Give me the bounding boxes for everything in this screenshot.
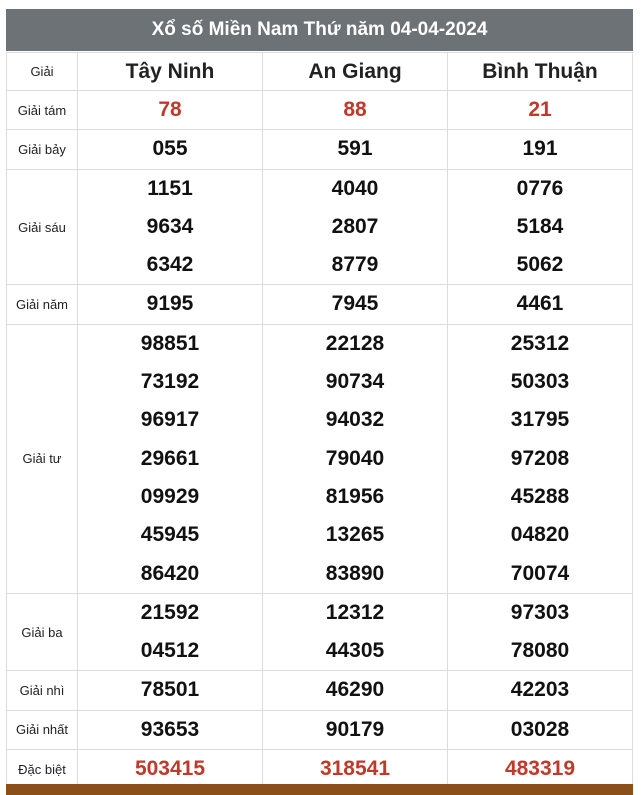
prize-cell <box>448 130 633 169</box>
prize-number: 31795 <box>510 408 570 432</box>
prize-number: 78 <box>158 98 182 121</box>
prize-cell <box>263 169 448 285</box>
prize-number: 46290 <box>325 678 385 702</box>
prize-number: 97303 <box>510 600 570 624</box>
prize-number: 88 <box>343 98 367 121</box>
prize-number: 5062 <box>516 253 564 277</box>
prize-number: 12312 <box>325 600 385 624</box>
prize-label: Giải ba <box>7 593 78 671</box>
prize-row <box>7 671 633 710</box>
prize-number: 45945 <box>140 523 200 547</box>
prize-number: 9634 <box>146 214 194 238</box>
prize-number: 1151 <box>147 176 193 200</box>
prize-number: 09929 <box>140 484 200 508</box>
prize-number: 25312 <box>510 331 570 355</box>
prize-number: 04820 <box>510 523 570 547</box>
prize-cell <box>263 285 448 324</box>
prize-cell <box>78 671 263 710</box>
prize-number: 03028 <box>510 717 570 741</box>
results-table <box>6 52 633 789</box>
prize-number: 86420 <box>140 561 200 585</box>
prize-number: 055 <box>152 137 188 161</box>
prize-cell <box>263 130 448 169</box>
prize-cell <box>78 324 263 593</box>
prize-row <box>7 169 633 285</box>
prize-cell <box>263 750 448 789</box>
prize-number: 79040 <box>325 446 385 470</box>
prize-cell <box>448 285 633 324</box>
prize-cell <box>448 169 633 285</box>
prize-number: 483319 <box>504 757 576 781</box>
prize-number: 6342 <box>146 253 194 277</box>
prize-cell <box>78 169 263 285</box>
prize-row <box>7 710 633 749</box>
prize-number: 21592 <box>140 600 200 624</box>
prize-number: 591 <box>337 137 373 161</box>
prize-number: 81956 <box>325 484 385 508</box>
prize-number: 0776 <box>516 176 564 200</box>
prize-number: 21 <box>528 98 552 121</box>
prize-cell <box>263 324 448 593</box>
bottom-bar <box>6 784 633 795</box>
prize-number: 90734 <box>325 370 385 394</box>
prize-label: Giải tám <box>7 91 78 130</box>
prize-row <box>7 130 633 169</box>
province-binh-thuan[interactable]: Bình Thuận <box>448 53 633 91</box>
prize-number: 5184 <box>516 214 564 238</box>
prize-number: 9195 <box>146 292 194 316</box>
prize-number: 50303 <box>510 370 570 394</box>
header-label: Giải <box>7 53 78 91</box>
prize-label: Giải sáu <box>7 169 78 285</box>
prize-row <box>7 285 633 324</box>
prize-body <box>7 91 633 789</box>
prize-cell <box>448 671 633 710</box>
prize-number: 78501 <box>140 678 200 702</box>
prize-cell <box>263 671 448 710</box>
prize-number: 2807 <box>331 214 379 238</box>
prize-label: Giải bảy <box>7 130 78 169</box>
prize-number: 191 <box>522 137 558 161</box>
prize-cell <box>78 710 263 749</box>
prize-number: 22128 <box>325 331 385 355</box>
prize-label: Giải tư <box>7 324 78 593</box>
prize-cell <box>78 750 263 789</box>
prize-row <box>7 593 633 671</box>
page-title: Xổ số Miền Nam Thứ năm 04-04-2024 <box>6 9 633 51</box>
prize-cell <box>78 593 263 671</box>
prize-number: 73192 <box>140 370 200 394</box>
prize-number: 98851 <box>140 331 200 355</box>
prize-number: 97208 <box>510 446 570 470</box>
prize-number: 29661 <box>140 446 200 470</box>
prize-row <box>7 324 633 593</box>
province-tay-ninh[interactable]: Tây Ninh <box>78 53 263 91</box>
prize-number: 4461 <box>516 292 564 316</box>
prize-cell <box>78 130 263 169</box>
prize-cell <box>448 91 633 130</box>
prize-number: 7945 <box>331 292 379 316</box>
prize-cell <box>448 593 633 671</box>
prize-number: 94032 <box>325 408 385 432</box>
prize-label: Giải năm <box>7 285 78 324</box>
prize-label: Đặc biệt <box>7 750 78 789</box>
prize-number: 44305 <box>325 639 385 663</box>
prize-number: 93653 <box>140 717 200 741</box>
prize-cell <box>263 91 448 130</box>
prize-cell <box>448 324 633 593</box>
prize-number: 503415 <box>134 757 206 781</box>
prize-cell <box>263 710 448 749</box>
prize-number: 42203 <box>510 678 570 702</box>
prize-number: 70074 <box>510 561 570 585</box>
prize-cell <box>78 91 263 130</box>
prize-number: 90179 <box>325 717 385 741</box>
prize-row <box>7 750 633 789</box>
prize-number: 45288 <box>510 484 570 508</box>
prize-number: 78080 <box>510 639 570 663</box>
prize-number: 96917 <box>140 408 200 432</box>
prize-cell <box>448 710 633 749</box>
prize-label: Giải nhì <box>7 671 78 710</box>
prize-cell <box>263 593 448 671</box>
prize-cell <box>448 750 633 789</box>
prize-cell <box>78 285 263 324</box>
prize-number: 13265 <box>325 523 385 547</box>
province-an-giang[interactable]: An Giang <box>263 53 448 91</box>
prize-number: 318541 <box>319 757 391 781</box>
header-row <box>7 53 633 91</box>
prize-number: 83890 <box>325 561 385 585</box>
prize-number: 4040 <box>331 176 379 200</box>
prize-label: Giải nhất <box>7 710 78 749</box>
prize-number: 04512 <box>140 639 200 663</box>
prize-row <box>7 91 633 130</box>
prize-number: 8779 <box>331 253 379 277</box>
